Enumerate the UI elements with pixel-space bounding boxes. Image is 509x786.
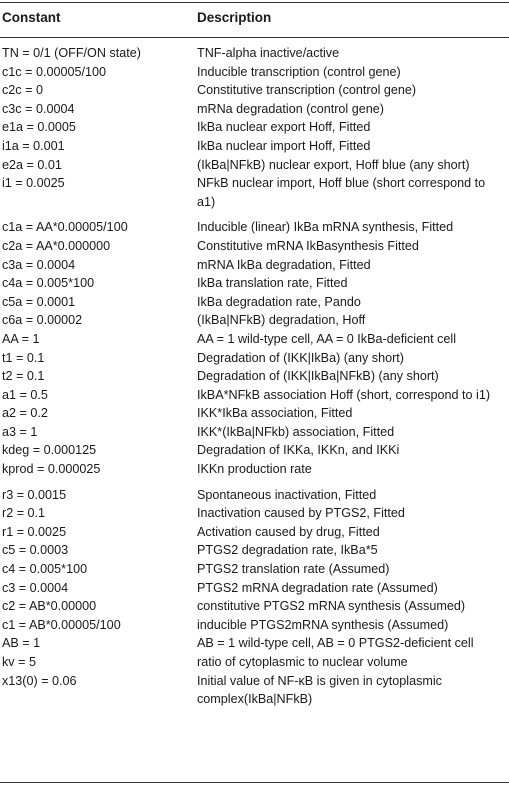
- table-row: [0, 597, 509, 616]
- constant-cell: c1a = AA*0.00005/100: [2, 220, 128, 235]
- table-row: [0, 423, 509, 442]
- table-row: [0, 156, 509, 175]
- description-cell: IkBa degradation rate, Pando: [197, 294, 361, 309]
- table-row: [0, 386, 509, 405]
- description-cell: mRNA IkBa degradation, Fitted: [197, 257, 371, 272]
- header-constant: Constant: [2, 10, 61, 25]
- description-cell: IKKn production rate: [197, 462, 312, 477]
- constant-cell: r1 = 0.0025: [2, 524, 67, 539]
- description-cell: inducible PTGS2mRNA synthesis (Assumed): [197, 617, 449, 632]
- table-row: [0, 541, 509, 560]
- table-body: [0, 44, 509, 709]
- constant-cell: c4a = 0.005*100: [2, 276, 95, 291]
- constant-cell: t1 = 0.1: [2, 350, 45, 365]
- description-cell: IKK*IkBa association, Fitted: [197, 406, 353, 421]
- table-row: [0, 63, 509, 82]
- table-row: [0, 118, 509, 137]
- constant-cell: AB = 1: [2, 636, 41, 651]
- description-cell: Inducible transcription (control gene): [197, 64, 401, 79]
- description-cell: IkBa translation rate, Fitted: [197, 276, 348, 291]
- description-cell: Inactivation caused by PTGS2, Fitted: [197, 506, 405, 521]
- table-row: [0, 404, 509, 423]
- description-cell: (IkBa|NFkB) degradation, Hoff: [197, 313, 366, 328]
- constant-cell: c2c = 0: [2, 83, 43, 98]
- description-cell: IKK*(IkBa|NFkb) association, Fitted: [197, 424, 395, 439]
- table-row: [0, 256, 509, 275]
- table-row: [0, 349, 509, 368]
- description-cell: PTGS2 mRNA degradation rate (Assumed): [197, 580, 438, 595]
- description-cell: IkBA*NFkB association Hoff (short, correspond to i1): [197, 387, 491, 402]
- description-cell: constitutive PTGS2 mRNA synthesis (Assumed): [197, 599, 466, 614]
- constant-cell: c3 = 0.0004: [2, 580, 69, 595]
- description-cell: IkBa nuclear import Hoff, Fitted: [197, 138, 371, 153]
- description-cell: AA = 1 wild-type cell, AA = 0 IkBa-deficient cell: [197, 331, 457, 346]
- constant-cell: AA = 1: [2, 331, 40, 346]
- description-cell: Constitutive mRNA IkBasynthesis Fitted: [197, 238, 419, 253]
- constant-cell: a1 = 0.5: [2, 387, 48, 402]
- table-row: [0, 441, 509, 460]
- table-row: [0, 460, 509, 479]
- constant-cell: r3 = 0.0015: [2, 487, 67, 502]
- constant-cell: c1 = AB*0.00005/100: [2, 617, 121, 632]
- constant-cell: e1a = 0.0005: [2, 120, 76, 135]
- table-row: [0, 174, 509, 211]
- table-row: [0, 672, 509, 709]
- description-cell: Degradation of IKKa, IKKn, and IKKi: [197, 443, 400, 458]
- table-row: [0, 274, 509, 293]
- description-cell: (IkBa|NFkB) nuclear export, Hoff blue (any short): [197, 157, 470, 172]
- table-row: [0, 616, 509, 635]
- table-row: [0, 653, 509, 672]
- table-row: [0, 218, 509, 237]
- description-cell: AB = 1 wild-type cell, AB = 0 PTGS2-deficient cell: [197, 636, 474, 651]
- table-row: [0, 81, 509, 100]
- constant-cell: c1c = 0.00005/100: [2, 64, 106, 79]
- description-cell: PTGS2 degradation rate, IkBa*5: [197, 543, 378, 558]
- table-row: [0, 137, 509, 156]
- constant-cell: c3a = 0.0004: [2, 257, 76, 272]
- header-description: Description: [197, 10, 272, 25]
- constant-cell: a2 = 0.2: [2, 406, 48, 421]
- table-row: [0, 44, 509, 63]
- constant-cell: i1a = 0.001: [2, 138, 65, 153]
- constant-cell: c3c = 0.0004: [2, 101, 75, 116]
- table-row: [0, 237, 509, 256]
- description-cell: TNF-alpha inactive/active: [197, 46, 340, 60]
- constant-cell: c4 = 0.005*100: [2, 562, 88, 577]
- description-cell: Initial value of NF-κB is given in cytoplasmic complex(IkBa|NFkB): [197, 673, 442, 707]
- top-rule: [0, 2, 509, 3]
- constant-cell: a3 = 1: [2, 424, 38, 439]
- table-row: [0, 504, 509, 523]
- header-rule: [0, 37, 509, 38]
- description-cell: mRNa degradation (control gene): [197, 101, 384, 116]
- description-cell: Degradation of (IKK|IkBa) (any short): [197, 350, 404, 365]
- description-cell: Degradation of (IKK|IkBa|NFkB) (any short): [197, 369, 439, 384]
- description-cell: IkBa nuclear export Hoff, Fitted: [197, 120, 371, 135]
- description-cell: Spontaneous inactivation, Fitted: [197, 487, 377, 502]
- description-cell: Inducible (linear) IkBa mRNA synthesis, Fitted: [197, 220, 454, 235]
- constant-cell: t2 = 0.1: [2, 369, 45, 384]
- constant-cell: r2 = 0.1: [2, 506, 46, 521]
- bottom-rule: [0, 782, 509, 783]
- constant-cell: i1 = 0.0025: [2, 176, 65, 191]
- constant-cell: c2a = AA*0.000000: [2, 238, 111, 253]
- table-row: [0, 311, 509, 330]
- description-cell: ratio of cytoplasmic to nuclear volume: [197, 655, 408, 669]
- constant-cell: e2a = 0.01: [2, 157, 62, 172]
- table-row: [0, 560, 509, 579]
- table-row: [0, 330, 509, 349]
- constant-cell: c5a = 0.0001: [2, 294, 76, 309]
- table-row: [0, 367, 509, 386]
- table-row: [0, 293, 509, 312]
- description-cell: Activation caused by drug, Fitted: [197, 524, 380, 539]
- description-cell: NFkB nuclear import, Hoff blue (short correspond to a1): [197, 176, 486, 209]
- table-row: [0, 579, 509, 598]
- constant-cell: kprod = 0.000025: [2, 462, 101, 477]
- table-header: [0, 6, 509, 34]
- constant-cell: TN = 0/1 (OFF/ON state): [2, 46, 141, 60]
- constant-cell: c2 = AB*0.00000: [2, 599, 97, 614]
- table-row: [0, 634, 509, 653]
- constant-cell: kdeg = 0.000125: [2, 443, 97, 458]
- constant-cell: c5 = 0.0003: [2, 543, 69, 558]
- table-row: [0, 486, 509, 505]
- constant-cell: x13(0) = 0.06: [2, 673, 77, 688]
- table-row: [0, 100, 509, 119]
- description-cell: PTGS2 translation rate (Assumed): [197, 562, 390, 577]
- table-row: [0, 523, 509, 542]
- constant-cell: kv = 5: [2, 655, 36, 669]
- constant-cell: c6a = 0.00002: [2, 313, 83, 328]
- description-cell: Constitutive transcription (control gene): [197, 83, 417, 98]
